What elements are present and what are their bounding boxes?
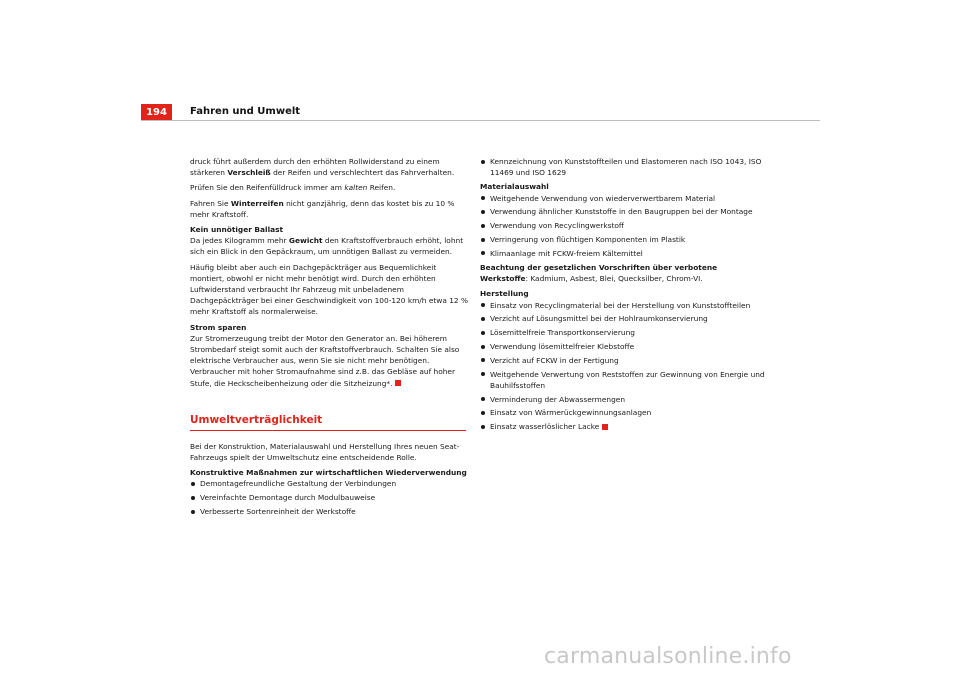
konstruktiv-list — [190, 478, 472, 517]
list-item: Kennzeichnung von Kunststoffteilen und Elastomeren nach ISO 1043, ISO 11469 und ISO 1629 — [480, 156, 780, 178]
paragraph-tire-pressure: Prüfen Sie den Reifenfülldruck immer am kalten Reifen. — [190, 183, 396, 193]
heading-vorschriften: Beachtung der gesetzlichen Vorschriften über verbotene — [480, 263, 718, 272]
heading-konstruktive-massnahmen: Konstruktive Maßnahmen zur wirtschaftlichen Wiederverwendung — [190, 468, 467, 478]
list-item: Lösemittelfreie Transportkonservierung — [480, 327, 780, 338]
list-item: Verzicht auf FCKW in der Fertigung — [480, 355, 780, 366]
list-item: Verwendung von Recyclingwerkstoff — [480, 220, 780, 231]
paragraph-weight: Da jedes Kilogramm mehr Gewicht den Kraftstoffverbrauch erhöht, lohnt sich ein Blick in den Gepäckraum, um unnötigen Ballast zu vermeiden. — [190, 236, 464, 257]
section-divider — [190, 430, 466, 431]
paragraph-tire-wear: druck führt außerdem durch den erhöhten Rollwiderstand zu einem stärkeren Verschleiß der Reifen und verschlechtert das Fahrverhalten. — [190, 157, 455, 178]
list-item: Verzicht auf Lösungsmittel bei der Hohlraumkonservierung — [480, 313, 780, 324]
page-number: 194 — [141, 104, 172, 120]
paragraph-verbotene-werkstoffe: Werkstoffe: Kadmium, Asbest, Blei, Quecksilber, Chrom-VI. — [480, 274, 703, 284]
paragraph-winter-tires: Fahren Sie Winterreifen nicht ganzjährig, denn das kostet bis zu 10 % mehr Kraftstoff. — [190, 198, 455, 219]
end-of-section-mark — [602, 424, 608, 430]
list-item: Weitgehende Verwendung von wiederverwertbarem Material — [480, 193, 780, 204]
heading-materialauswahl: Materialauswahl — [480, 182, 549, 192]
list-item: Klimaanlage mit FCKW-freiem Kältemittel — [480, 248, 780, 259]
list-item: Demontagefreundliche Gestaltung der Verbindungen — [190, 478, 472, 489]
heading-herstellung: Herstellung — [480, 289, 529, 299]
heading-ballast: Kein unnötiger Ballast — [190, 225, 284, 235]
end-of-section-mark — [395, 380, 401, 386]
list-item: Verbesserte Sortenreinheit der Werkstoffe — [190, 506, 472, 517]
list-item: Verringerung von flüchtigen Komponenten im Plastik — [480, 234, 780, 245]
list-item: Einsatz von Recyclingmaterial bei der Herstellung von Kunststoffteilen — [480, 300, 780, 311]
paragraph-environment-intro: Bei der Konstruktion, Materialauswahl und Herstellung Ihres neuen Seat-Fahrzeugs spielt der Umweltschutz eine entscheidende Rolle. — [190, 441, 460, 463]
watermark: carmanualsonline.info — [544, 644, 792, 669]
paragraph-roof-rack: Häufig bleibt aber auch ein Dachgepäckträger aus Bequemlichkeit montiert, obwohl er nicht mehr benötigt wird. Durch den erhöhten Luftwiderstand verbraucht Ihr Fahrzeug mit unbeladenem Dachgepäckträger bei einer Geschwindigkeit von 100-120 km/h etwa 12 % mehr Kraftstoff als normalerweise. — [190, 262, 468, 317]
list-item: Verwendung ähnlicher Kunststoffe in den Baugruppen bei der Montage — [480, 206, 780, 217]
chapter-title: Fahren und Umwelt — [190, 106, 301, 117]
list-item: Vereinfachte Demontage durch Modulbauweise — [190, 492, 472, 503]
herstellung-list — [480, 300, 780, 433]
section-title: Umweltverträglichkeit — [190, 413, 323, 426]
list-item: Einsatz wasserlöslicher Lacke — [480, 421, 780, 432]
kennzeichnung-list — [480, 156, 780, 178]
list-item: Verwendung lösemittelfreier Klebstoffe — [480, 341, 780, 352]
right-column — [480, 156, 780, 435]
list-item: Verminderung der Abwassermengen — [480, 394, 780, 405]
paragraph-power-saving: Zur Stromerzeugung treibt der Motor den Generator an. Bei höherem Strombedarf steigt somit auch der Kraftstoffverbrauch. Schalten Sie also elektrische Verbraucher aus, wenn Sie sie nicht mehr benötigen. Verbraucher mit hoher Stromaufnahme sind z.B. das Gebläse auf hoher Stufe, die Heckscheibenheizung oder die Sitzheizung*. — [190, 333, 460, 388]
list-item: Einsatz von Wärmerückgewinnungsanlagen — [480, 407, 780, 418]
header-divider — [141, 120, 820, 121]
heading-strom-sparen: Strom sparen — [190, 322, 247, 332]
material-list — [480, 193, 780, 259]
left-column — [190, 156, 472, 520]
list-item: Weitgehende Verwertung von Reststoffen zur Gewinnung von Energie und Bauhilfsstoffen — [480, 369, 780, 391]
